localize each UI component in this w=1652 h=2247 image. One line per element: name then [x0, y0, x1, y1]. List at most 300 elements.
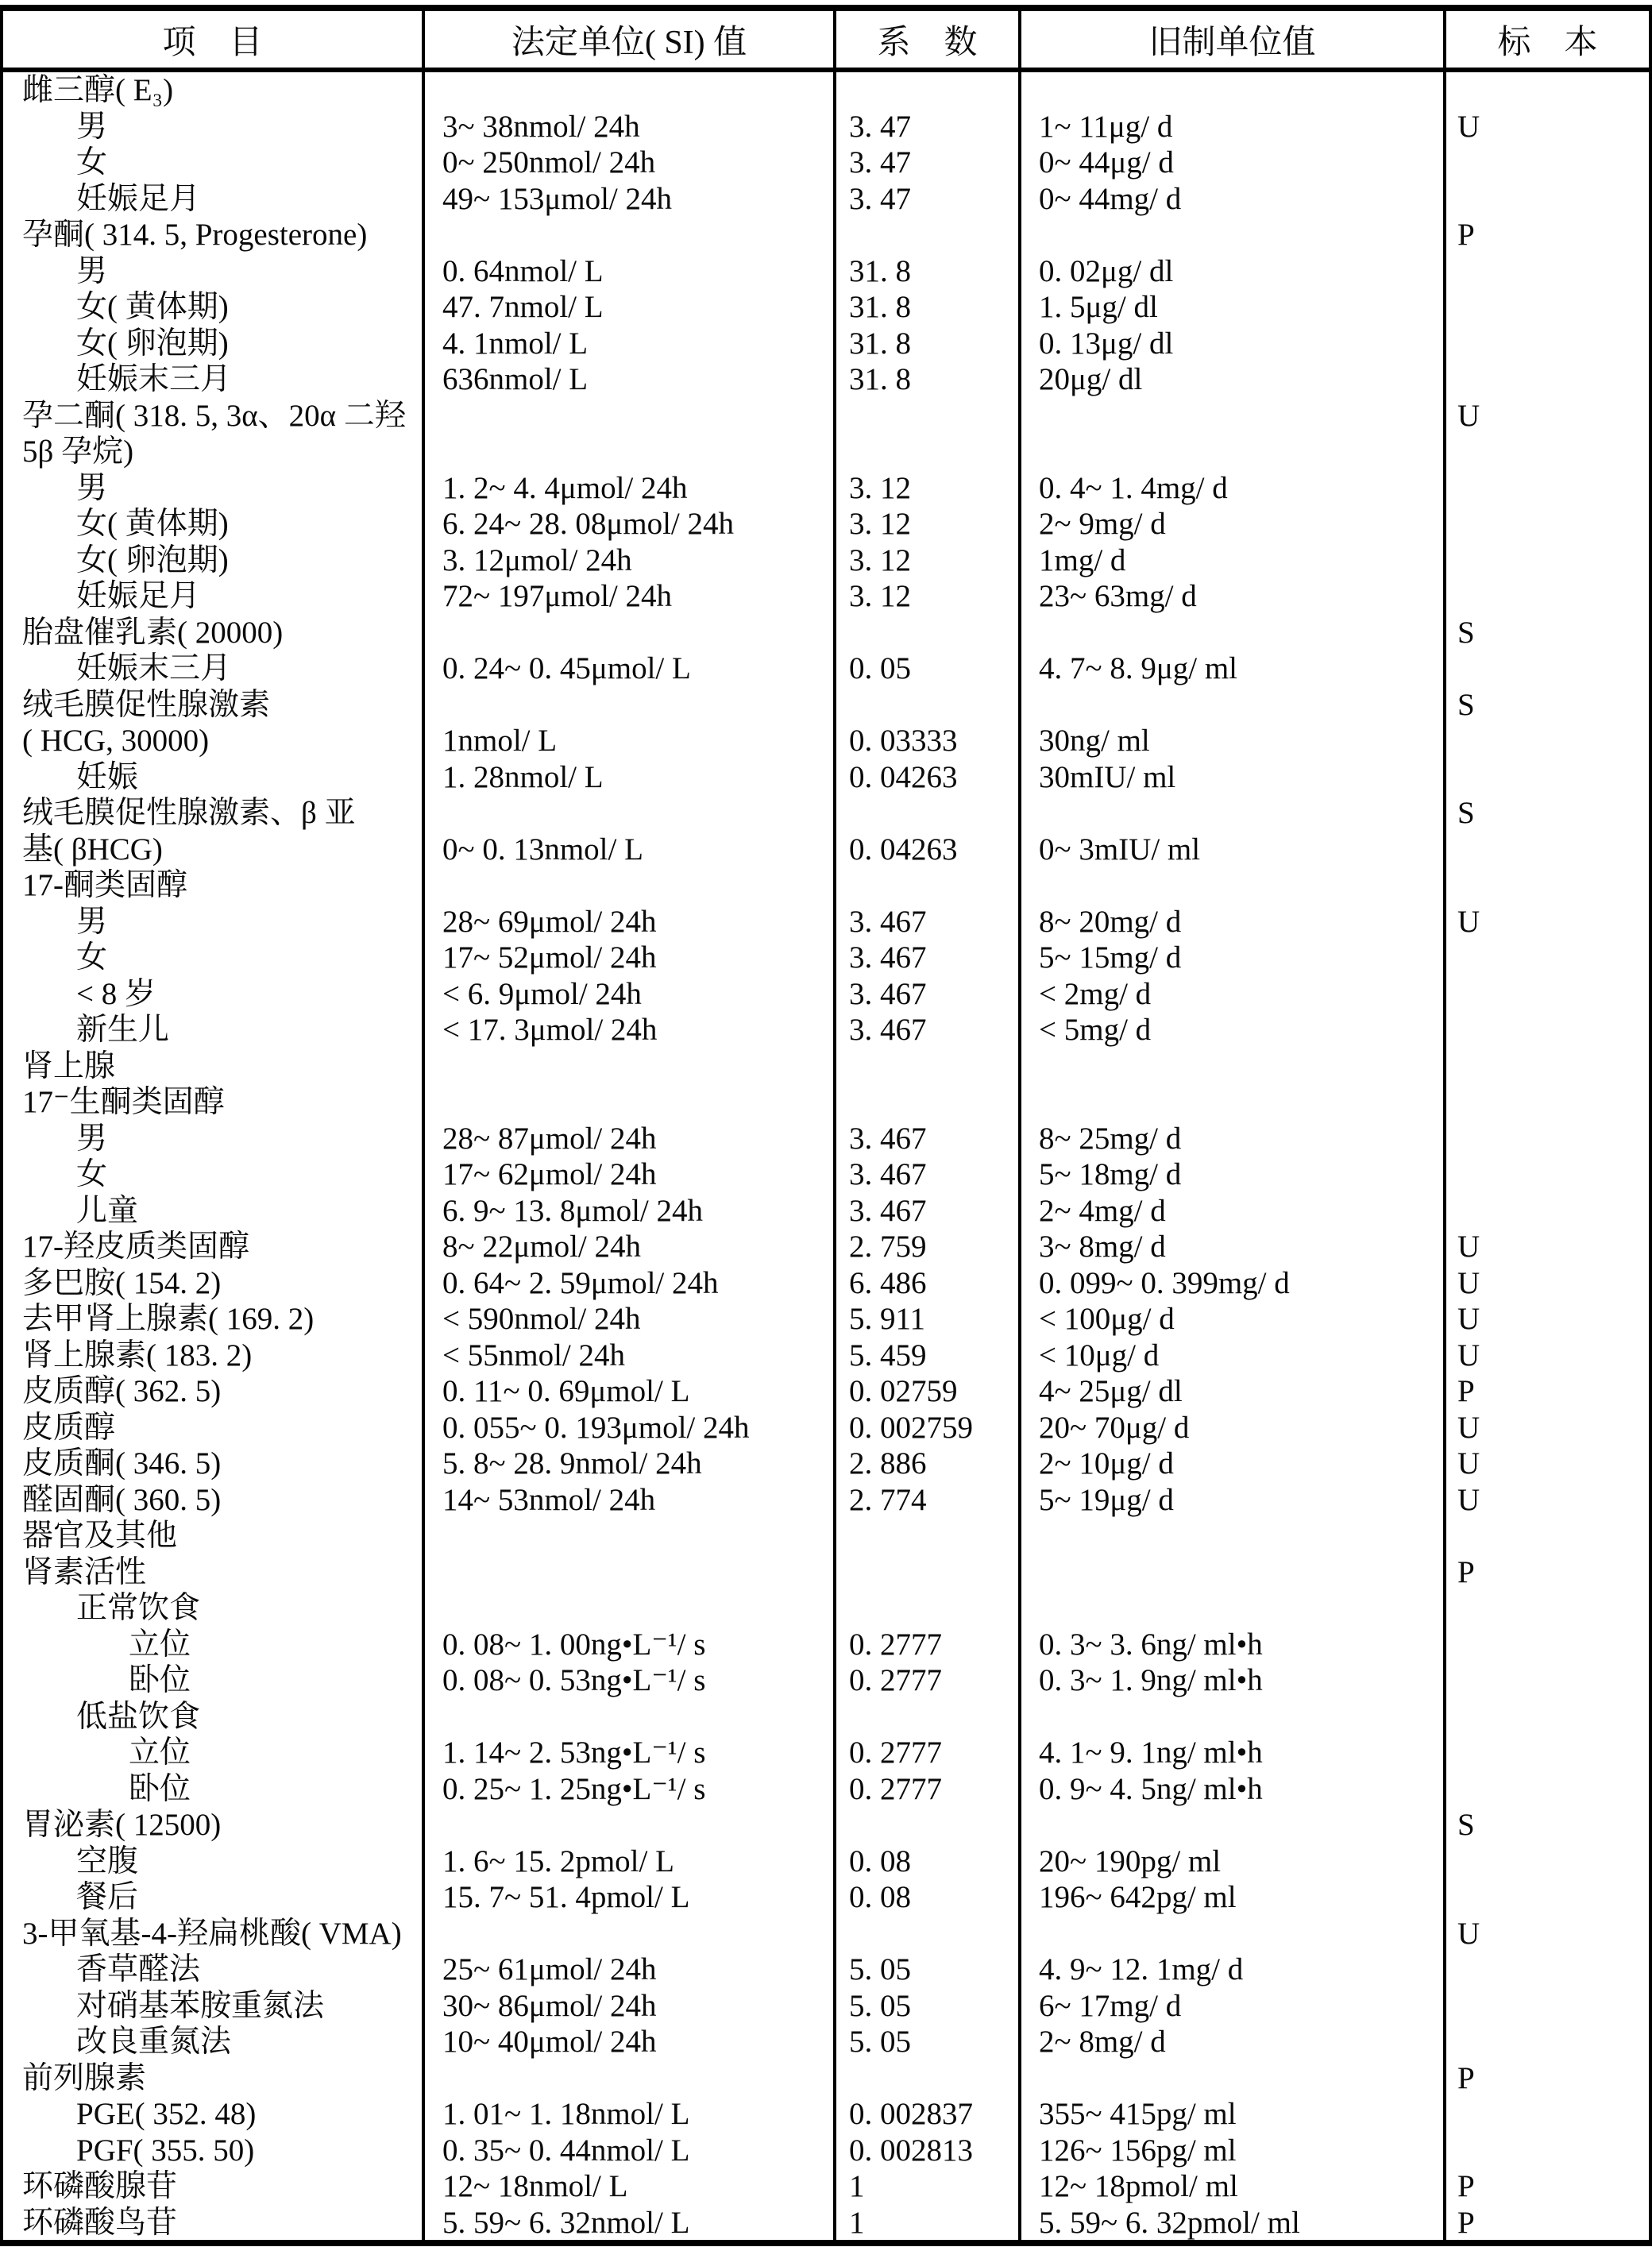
coefficient-cell — [836, 398, 1021, 434]
table-row — [3, 1554, 1649, 1591]
si-value-cell: < 17. 3μmol/ 24h — [425, 1012, 836, 1048]
specimen-cell — [1446, 506, 1649, 542]
coefficient-cell: 2. 886 — [836, 1446, 1021, 1482]
specimen-cell — [1446, 1771, 1649, 1808]
item-cell: 肾上腺 — [3, 1048, 425, 1085]
specimen-cell — [1446, 1156, 1649, 1193]
specimen-cell: P — [1457, 1374, 1475, 1408]
item-cell: ( HCG, 30000) — [3, 723, 425, 759]
si-value-cell: 8~ 22μmol/ 24h — [425, 1229, 836, 1265]
coefficient-cell — [836, 795, 1021, 832]
si-value-cell: 6. 9~ 13. 8μmol/ 24h — [425, 1193, 836, 1230]
table-row — [3, 1952, 1649, 1988]
table-row — [3, 72, 1649, 109]
coefficient-cell: 6. 486 — [836, 1265, 1021, 1302]
item-cell: 女 — [3, 1156, 425, 1193]
coefficient-cell: 0. 002813 — [836, 2133, 1021, 2169]
table-row — [3, 470, 1649, 507]
specimen-cell — [1446, 1121, 1649, 1157]
specimen-cell: U — [1457, 1265, 1480, 1300]
item-cell: 男 — [3, 253, 425, 290]
specimen-cell — [1446, 1662, 1649, 1699]
si-value-cell: 0. 08~ 0. 53ng•L⁻¹/ s — [425, 1662, 836, 1699]
si-value-cell: < 6. 9μmol/ 24h — [425, 976, 836, 1013]
item-cell: 孕酮( 314. 5, Progesterone) — [3, 217, 425, 253]
item-cell: 儿童 — [3, 1193, 425, 1230]
table-row — [3, 1084, 1649, 1121]
table-row — [3, 2168, 1649, 2205]
specimen-cell: U — [1457, 398, 1480, 433]
item-cell: 女( 黄体期) — [3, 289, 425, 326]
item-cell: 卧位 — [3, 1662, 425, 1699]
old-unit-value-cell: 2~ 10μg/ d — [1021, 1446, 1446, 1482]
si-value-cell — [425, 2060, 836, 2097]
specimen-cell — [1446, 578, 1649, 615]
specimen-cell — [1446, 651, 1649, 687]
specimen-cell: S — [1457, 1808, 1475, 1842]
coefficient-cell — [836, 1699, 1021, 1735]
table-row — [3, 1916, 1649, 1952]
si-value-cell: 1. 28nmol/ L — [425, 759, 836, 796]
table-row — [3, 1844, 1649, 1880]
old-unit-value-cell: 0. 9~ 4. 5ng/ ml•h — [1021, 1771, 1446, 1808]
si-value-cell: 6. 24~ 28. 08μmol/ 24h — [425, 506, 836, 542]
item-cell: 空腹 — [3, 1844, 425, 1880]
si-value-cell: 0. 35~ 0. 44nmol/ L — [425, 2133, 836, 2169]
item-cell: 17⁻生酮类固醇 — [3, 1084, 425, 1121]
item-cell: 对硝基苯胺重氮法 — [3, 1988, 425, 2025]
table-row — [3, 542, 1649, 579]
si-value-cell — [425, 434, 836, 470]
table-row — [3, 1373, 1649, 1410]
si-value-cell: 0~ 0. 13nmol/ L — [425, 832, 836, 868]
old-unit-value-cell: 4. 9~ 12. 1mg/ d — [1021, 1952, 1446, 1988]
coefficient-cell: 0. 03333 — [836, 723, 1021, 759]
specimen-cell — [1446, 1699, 1649, 1735]
si-value-cell — [425, 1590, 836, 1627]
old-unit-value-cell: 5. 59~ 6. 32pmol/ ml — [1021, 2205, 1446, 2241]
header-item: 项 目 — [3, 11, 425, 68]
old-unit-value-cell — [1021, 795, 1446, 832]
item-cell: 绒毛膜促性腺激素、β 亚 — [3, 795, 425, 832]
si-value-cell: 3. 12μmol/ 24h — [425, 542, 836, 579]
specimen-cell — [1446, 181, 1649, 218]
table-row — [3, 1735, 1649, 1771]
old-unit-value-cell — [1021, 1518, 1446, 1554]
old-unit-value-cell: 20μg/ dl — [1021, 361, 1446, 398]
coefficient-cell: 1 — [836, 2205, 1021, 2241]
coefficient-cell — [836, 1916, 1021, 1952]
item-cell: 17-酮类固醇 — [3, 867, 425, 904]
si-value-cell — [425, 1916, 836, 1952]
si-value-cell: 5. 8~ 28. 9nmol/ 24h — [425, 1446, 836, 1482]
item-cell: 餐后 — [3, 1879, 425, 1916]
table-row — [3, 1301, 1649, 1338]
si-value-cell: 14~ 53nmol/ 24h — [425, 1482, 836, 1519]
item-cell: 妊娠足月 — [3, 578, 425, 615]
coefficient-cell: 0. 002837 — [836, 2096, 1021, 2133]
coefficient-cell: 3. 467 — [836, 1193, 1021, 1230]
table-row — [3, 1410, 1649, 1446]
si-value-cell — [425, 72, 836, 109]
si-value-cell: < 590nmol/ 24h — [425, 1301, 836, 1338]
specimen-cell: P — [1457, 1554, 1475, 1589]
specimen-cell: S — [1457, 615, 1475, 650]
coefficient-cell — [836, 867, 1021, 904]
table-row — [3, 2205, 1649, 2241]
coefficient-cell: 1 — [836, 2168, 1021, 2205]
old-unit-value-cell — [1021, 72, 1446, 109]
item-cell: 卧位 — [3, 1771, 425, 1808]
item-cell: 低盐饮食 — [3, 1699, 425, 1735]
old-unit-value-cell: 5~ 18mg/ d — [1021, 1156, 1446, 1193]
specimen-cell — [1446, 1952, 1649, 1988]
table-row — [3, 1156, 1649, 1193]
si-value-cell: 15. 7~ 51. 4pmol/ L — [425, 1879, 836, 1916]
table-row — [3, 1338, 1649, 1374]
old-unit-value-cell: 2~ 9mg/ d — [1021, 506, 1446, 542]
item-cell: 肾素活性 — [3, 1554, 425, 1591]
coefficient-cell: 0. 2777 — [836, 1771, 1021, 1808]
table-row — [3, 1518, 1649, 1554]
old-unit-value-cell: < 5mg/ d — [1021, 1012, 1446, 1048]
old-unit-value-cell: 6~ 17mg/ d — [1021, 1988, 1446, 2025]
old-unit-value-cell: 0. 02μg/ dl — [1021, 253, 1446, 290]
item-cell: 皮质醇 — [3, 1410, 425, 1446]
specimen-cell — [1446, 289, 1649, 326]
coefficient-cell — [836, 1518, 1021, 1554]
coefficient-cell — [836, 615, 1021, 651]
item-cell: 皮质醇( 362. 5) — [3, 1373, 425, 1410]
table-row — [3, 651, 1649, 687]
item-cell: 妊娠 — [3, 759, 425, 796]
specimen-cell — [1446, 326, 1649, 362]
si-value-cell — [425, 687, 836, 724]
item-cell: 绒毛膜促性腺激素 — [3, 687, 425, 724]
old-unit-value-cell: 1. 5μg/ dl — [1021, 289, 1446, 326]
specimen-cell — [1446, 940, 1649, 976]
table-row — [3, 326, 1649, 362]
si-value-cell: 0. 11~ 0. 69μmol/ L — [425, 1373, 836, 1410]
specimen-cell — [1446, 2096, 1649, 2133]
old-unit-value-cell: 0~ 44μg/ d — [1021, 145, 1446, 181]
table-row — [3, 1807, 1649, 1844]
si-value-cell: 0. 24~ 0. 45μmol/ L — [425, 651, 836, 687]
old-unit-value-cell — [1021, 434, 1446, 470]
item-cell: 前列腺素 — [3, 2060, 425, 2097]
si-value-cell: 72~ 197μmol/ 24h — [425, 578, 836, 615]
old-unit-value-cell: 4. 7~ 8. 9μg/ ml — [1021, 651, 1446, 687]
si-value-cell: 0~ 250nmol/ 24h — [425, 145, 836, 181]
header-si-value: 法定单位( SI) 值 — [425, 11, 836, 68]
table-row — [3, 940, 1649, 976]
coefficient-cell: 3. 47 — [836, 181, 1021, 218]
si-value-cell — [425, 1518, 836, 1554]
si-value-cell — [425, 1084, 836, 1121]
table-row — [3, 578, 1649, 615]
table-row — [3, 109, 1649, 145]
table-row — [3, 1988, 1649, 2025]
item-cell: 立位 — [3, 1627, 425, 1663]
si-value-cell: 0. 64~ 2. 59μmol/ 24h — [425, 1265, 836, 1302]
table-row — [3, 1590, 1649, 1627]
coefficient-cell: 3. 467 — [836, 904, 1021, 940]
old-unit-value-cell: 355~ 415pg/ ml — [1021, 2096, 1446, 2133]
coefficient-cell — [836, 687, 1021, 724]
coefficient-cell: 31. 8 — [836, 253, 1021, 290]
old-unit-value-cell: 2~ 4mg/ d — [1021, 1193, 1446, 1230]
old-unit-value-cell — [1021, 398, 1446, 434]
item-cell: 皮质酮( 346. 5) — [3, 1446, 425, 1482]
si-value-cell — [425, 1048, 836, 1085]
item-cell: 环磷酸鸟苷 — [3, 2205, 425, 2241]
coefficient-cell: 3. 47 — [836, 145, 1021, 181]
item-cell: 改良重氮法 — [3, 2024, 425, 2060]
item-cell: 妊娠足月 — [3, 181, 425, 218]
si-value-cell: 10~ 40μmol/ 24h — [425, 2024, 836, 2060]
si-value-cell: 1. 01~ 1. 18nmol/ L — [425, 2096, 836, 2133]
item-cell: 男 — [3, 904, 425, 940]
old-unit-value-cell: 30mIU/ ml — [1021, 759, 1446, 796]
table-row — [3, 615, 1649, 651]
header-coefficient: 系 数 — [836, 11, 1021, 68]
old-unit-value-cell: < 10μg/ d — [1021, 1338, 1446, 1374]
coefficient-cell: 2. 774 — [836, 1482, 1021, 1519]
coefficient-cell: 0. 04263 — [836, 759, 1021, 796]
si-value-cell: < 55nmol/ 24h — [425, 1338, 836, 1374]
specimen-cell — [1446, 1518, 1649, 1554]
old-unit-value-cell — [1021, 2060, 1446, 2097]
coefficient-cell: 31. 8 — [836, 326, 1021, 362]
item-cell: 雌三醇( E₃) — [3, 72, 425, 109]
specimen-cell — [1446, 832, 1649, 868]
old-unit-value-cell — [1021, 867, 1446, 904]
old-unit-value-cell: 4. 1~ 9. 1ng/ ml•h — [1021, 1735, 1446, 1771]
coefficient-cell — [836, 1590, 1021, 1627]
specimen-cell — [1446, 72, 1649, 109]
specimen-cell: P — [1457, 218, 1475, 252]
old-unit-value-cell: 126~ 156pg/ ml — [1021, 2133, 1446, 2169]
specimen-cell — [1446, 470, 1649, 507]
table-row — [3, 832, 1649, 868]
table-row — [3, 398, 1649, 434]
si-value-cell — [425, 1554, 836, 1591]
table-body — [3, 72, 1649, 2241]
specimen-cell — [1446, 867, 1649, 904]
table-row — [3, 1662, 1649, 1699]
coefficient-cell: 5. 459 — [836, 1338, 1021, 1374]
old-unit-value-cell: 0~ 3mIU/ ml — [1021, 832, 1446, 868]
specimen-cell: U — [1457, 904, 1480, 939]
old-unit-value-cell: < 100μg/ d — [1021, 1301, 1446, 1338]
si-value-cell — [425, 795, 836, 832]
si-value-cell — [425, 615, 836, 651]
si-value-cell: 49~ 153μmol/ 24h — [425, 181, 836, 218]
item-cell: 17-羟皮质类固醇 — [3, 1229, 425, 1265]
old-unit-value-cell: 20~ 190pg/ ml — [1021, 1844, 1446, 1880]
item-cell: 环磷酸腺苷 — [3, 2168, 425, 2205]
coefficient-cell: 0. 08 — [836, 1879, 1021, 1916]
old-unit-value-cell — [1021, 1048, 1446, 1085]
specimen-cell — [1446, 1193, 1649, 1230]
specimen-cell — [1446, 434, 1649, 470]
specimen-cell: U — [1457, 1410, 1480, 1445]
table-row — [3, 1193, 1649, 1230]
item-cell: 男 — [3, 109, 425, 145]
item-cell: 妊娠末三月 — [3, 651, 425, 687]
si-value-cell — [425, 1699, 836, 1735]
item-cell: PGF( 355. 50) — [3, 2133, 425, 2169]
item-cell: 香草醛法 — [3, 1952, 425, 1988]
old-unit-value-cell — [1021, 1590, 1446, 1627]
specimen-cell: P — [1457, 2205, 1475, 2240]
si-value-cell: 4. 1nmol/ L — [425, 326, 836, 362]
si-value-cell: 1. 14~ 2. 53ng•L⁻¹/ s — [425, 1735, 836, 1771]
old-unit-value-cell: 0. 3~ 3. 6ng/ ml•h — [1021, 1627, 1446, 1663]
table-row — [3, 1879, 1649, 1916]
old-unit-value-cell: 0. 3~ 1. 9ng/ ml•h — [1021, 1662, 1446, 1699]
si-value-cell: 0. 64nmol/ L — [425, 253, 836, 290]
old-unit-value-cell: 196~ 642pg/ ml — [1021, 1879, 1446, 1916]
si-value-cell: 17~ 52μmol/ 24h — [425, 940, 836, 976]
specimen-cell: U — [1457, 1230, 1480, 1264]
si-value-cell: 12~ 18nmol/ L — [425, 2168, 836, 2205]
coefficient-cell: 3. 47 — [836, 109, 1021, 145]
specimen-cell — [1446, 2024, 1649, 2060]
item-cell: 女( 卵泡期) — [3, 326, 425, 362]
coefficient-cell: 0. 2777 — [836, 1627, 1021, 1663]
old-unit-value-cell: 8~ 20mg/ d — [1021, 904, 1446, 940]
si-value-cell — [425, 1807, 836, 1844]
si-value-cell: 47. 7nmol/ L — [425, 289, 836, 326]
specimen-cell — [1446, 1988, 1649, 2025]
old-unit-value-cell: 12~ 18pmol/ ml — [1021, 2168, 1446, 2205]
coefficient-cell: 3. 12 — [836, 578, 1021, 615]
specimen-cell — [1446, 1590, 1649, 1627]
specimen-cell — [1446, 1627, 1649, 1663]
specimen-cell: U — [1457, 1916, 1480, 1951]
old-unit-value-cell: 5~ 15mg/ d — [1021, 940, 1446, 976]
coefficient-cell — [836, 1554, 1021, 1591]
item-cell: 基( βHCG) — [3, 832, 425, 868]
header-old-unit-value: 旧制单位值 — [1021, 11, 1446, 68]
old-unit-value-cell: 30ng/ ml — [1021, 723, 1446, 759]
old-unit-value-cell: 8~ 25mg/ d — [1021, 1121, 1446, 1157]
table-row — [3, 1446, 1649, 1482]
specimen-cell: U — [1457, 109, 1480, 144]
table-row — [3, 1771, 1649, 1808]
specimen-cell — [1446, 1735, 1649, 1771]
table-row — [3, 1048, 1649, 1085]
table-header-row — [3, 11, 1649, 72]
old-unit-value-cell: < 2mg/ d — [1021, 976, 1446, 1013]
table-row — [3, 1265, 1649, 1302]
item-cell: 女 — [3, 940, 425, 976]
coefficient-cell — [836, 1048, 1021, 1085]
old-unit-value-cell — [1021, 1084, 1446, 1121]
header-specimen: 标 本 — [1497, 24, 1598, 61]
old-unit-value-cell: 0. 4~ 1. 4mg/ d — [1021, 470, 1446, 507]
table-row — [3, 1229, 1649, 1265]
old-unit-value-cell: 2~ 8mg/ d — [1021, 2024, 1446, 2060]
si-value-cell — [425, 867, 836, 904]
table-row — [3, 217, 1649, 253]
si-value-cell: 0. 08~ 1. 00ng•L⁻¹/ s — [425, 1627, 836, 1663]
table-row — [3, 867, 1649, 904]
specimen-cell: P — [1457, 2169, 1475, 2203]
si-value-cell — [425, 398, 836, 434]
si-value-cell: 1. 6~ 15. 2pmol/ L — [425, 1844, 836, 1880]
item-cell: 妊娠末三月 — [3, 361, 425, 398]
coefficient-cell — [836, 217, 1021, 253]
si-value-cell: 0. 055~ 0. 193μmol/ 24h — [425, 1410, 836, 1446]
table-row — [3, 2096, 1649, 2133]
coefficient-cell: 5. 05 — [836, 2024, 1021, 2060]
specimen-cell — [1446, 723, 1649, 759]
item-cell: 新生儿 — [3, 1012, 425, 1048]
coefficient-cell: 3. 467 — [836, 1012, 1021, 1048]
old-unit-value-cell — [1021, 1699, 1446, 1735]
table-row — [3, 1121, 1649, 1157]
coefficient-cell — [836, 1807, 1021, 1844]
specimen-cell — [1446, 976, 1649, 1013]
old-unit-value-cell — [1021, 1916, 1446, 1952]
si-value-cell: 25~ 61μmol/ 24h — [425, 1952, 836, 1988]
old-unit-value-cell: 1mg/ d — [1021, 542, 1446, 579]
coefficient-cell: 3. 12 — [836, 542, 1021, 579]
table-row — [3, 2133, 1649, 2169]
coefficient-cell — [836, 434, 1021, 470]
old-unit-value-cell: 0. 13μg/ dl — [1021, 326, 1446, 362]
coefficient-cell: 0. 04263 — [836, 832, 1021, 868]
table-row — [3, 2024, 1649, 2060]
old-unit-value-cell: 3~ 8mg/ d — [1021, 1229, 1446, 1265]
coefficient-cell: 5. 05 — [836, 1988, 1021, 2025]
specimen-cell — [1446, 253, 1649, 290]
old-unit-value-cell: 4~ 25μg/ dl — [1021, 1373, 1446, 1410]
table-row — [3, 434, 1649, 470]
si-value-cell — [425, 217, 836, 253]
coefficient-cell: 31. 8 — [836, 361, 1021, 398]
specimen-cell: U — [1457, 1446, 1480, 1481]
coefficient-cell: 5. 05 — [836, 1952, 1021, 1988]
item-cell: 立位 — [3, 1735, 425, 1771]
table-row — [3, 1482, 1649, 1519]
si-value-cell: 30~ 86μmol/ 24h — [425, 1988, 836, 2025]
old-unit-value-cell — [1021, 1554, 1446, 1591]
old-unit-value-cell — [1021, 687, 1446, 724]
item-cell: 女 — [3, 145, 425, 181]
coefficient-cell: 3. 467 — [836, 1156, 1021, 1193]
table-row — [3, 976, 1649, 1013]
specimen-cell: S — [1457, 796, 1475, 830]
coefficient-cell: 3. 12 — [836, 506, 1021, 542]
item-cell: 去甲肾上腺素( 169. 2) — [3, 1301, 425, 1338]
coefficient-cell: 31. 8 — [836, 289, 1021, 326]
coefficient-cell: 0. 02759 — [836, 1373, 1021, 1410]
unit-conversion-table — [0, 5, 1652, 2246]
item-cell: 孕二酮( 318. 5, 3α、20α 二羟 — [3, 398, 425, 434]
si-value-cell: 0. 25~ 1. 25ng•L⁻¹/ s — [425, 1771, 836, 1808]
coefficient-cell: 0. 2777 — [836, 1735, 1021, 1771]
specimen-cell — [1446, 145, 1649, 181]
old-unit-value-cell: 1~ 11μg/ d — [1021, 109, 1446, 145]
coefficient-cell: 3. 467 — [836, 976, 1021, 1013]
table-row — [3, 1699, 1649, 1735]
item-cell: 胃泌素( 12500) — [3, 1807, 425, 1844]
item-cell: PGE( 352. 48) — [3, 2096, 425, 2133]
specimen-cell — [1446, 361, 1649, 398]
